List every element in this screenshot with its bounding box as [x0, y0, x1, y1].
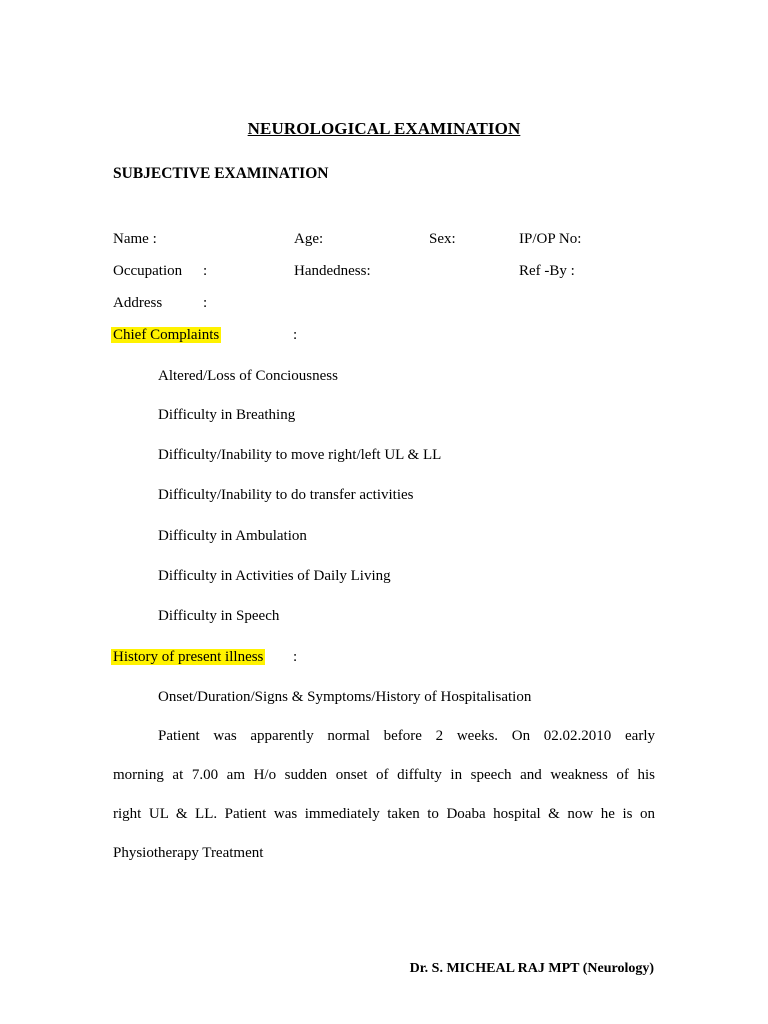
- field-handedness-label: Handedness:: [294, 263, 371, 279]
- complaint-item: Difficulty/Inability to move right/left UL & LL: [158, 447, 442, 463]
- history-paragraph: [113, 717, 655, 873]
- chief-complaints-colon: :: [293, 327, 298, 343]
- complaint-item: Difficulty/Inability to do transfer activities: [158, 487, 414, 503]
- history-line: morning at 7.00 am H/o sudden onset of diffulty in speech and weakness of his: [113, 767, 655, 783]
- chief-complaints-heading: [113, 326, 221, 344]
- history-subheading: Onset/Duration/Signs & Symptoms/History of Hospitalisation: [158, 689, 532, 705]
- section-subjective-examination: SUBJECTIVE EXAMINATION: [113, 165, 329, 182]
- history-line: Patient was apparently normal before 2 weeks. On 02.02.2010 early: [158, 728, 655, 744]
- document-title: NEUROLOGICAL EXAMINATION: [247, 119, 521, 138]
- history-label: History of present illness: [113, 649, 264, 665]
- complaint-item: Altered/Loss of Conciousness: [158, 368, 338, 384]
- chief-complaints-label: Chief Complaints: [113, 327, 220, 343]
- field-ref-by-label: Ref -By :: [519, 263, 575, 279]
- field-name-label: Name :: [113, 231, 157, 247]
- field-sex-label: Sex:: [429, 231, 456, 247]
- document-footer-author: Dr. S. MICHEAL RAJ MPT (Neurology): [409, 961, 654, 976]
- history-line: right UL & LL. Patient was immediately taken to Doaba hospital & now he is on: [113, 806, 655, 822]
- field-address-colon: :: [203, 295, 208, 311]
- history-heading: [113, 648, 265, 666]
- history-colon: :: [293, 649, 298, 665]
- field-occupation-label: Occupation: [113, 263, 183, 279]
- complaint-item: Difficulty in Activities of Daily Living: [158, 568, 391, 584]
- field-address-label: Address: [113, 295, 163, 311]
- field-ipop-label: IP/OP No:: [519, 231, 582, 247]
- complaint-item: Difficulty in Breathing: [158, 407, 296, 423]
- field-occupation-colon: :: [203, 263, 208, 279]
- field-age-label: Age:: [294, 231, 324, 247]
- complaint-item: Difficulty in Ambulation: [158, 528, 307, 544]
- history-line: Physiotherapy Treatment: [113, 845, 264, 861]
- complaint-item: Difficulty in Speech: [158, 608, 280, 624]
